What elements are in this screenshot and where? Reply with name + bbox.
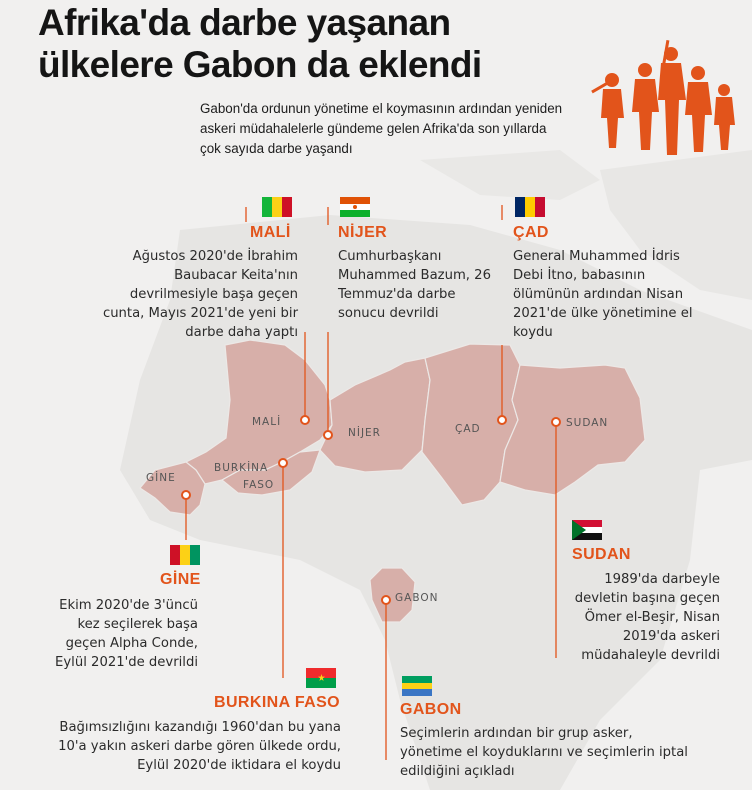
gine-dot [182,491,190,499]
sudan-map-label: SUDAN [566,417,609,429]
burkina-flag-icon [306,668,336,688]
page-title: Afrika'da darbe yaşanan ülkelere Gabon da eklendi [38,2,482,85]
burkina-description: Bağımsızlığını kazandığı 1960'dan bu yana 10'a yakın askeri darbe gören ülkede ordu, Eylül 2020'de iktidara el koydu [58,720,341,773]
cad-dot [498,416,506,424]
mali-dot [301,416,309,424]
nijer-dot [324,431,332,439]
cad-description: General Muhammed İdris Debi İtno, babasının ölümünün ardından Nisan 2021'de ülke yönetimine el koydu [513,249,693,340]
nijer-country-name: NİJER [338,224,388,241]
cad-country-name: ÇAD [513,224,549,241]
cad-flag-icon [515,197,545,217]
gine-country-name: GİNE [160,571,201,588]
burkina-dot [279,459,287,467]
soldiers-silhouette-icon [591,40,735,155]
burkina-map-label-1: BURKİNA [214,462,269,474]
sudan-dot [552,418,560,426]
gine-flag-icon [170,545,200,565]
sudan-description: 1989'da darbeyle devletin başına geçen Ömer el-Beşir, Nisan 2019'da askeri müdahaleyle devrildi [574,572,720,663]
gine-description: Ekim 2020'de 3'üncü kez seçilerek başa geçen Alpha Conde, Eylül 2021'de devrildi [55,598,198,670]
gabon-flag-icon [402,676,432,696]
mali-country-name: MALİ [250,224,291,241]
mali-map-label: MALİ [252,416,282,428]
gabon-description: Seçimlerin ardından bir grup asker, yönetime el koyduklarını ve seçimlerin iptal edildiğini açıkladı [400,726,688,779]
gabon-dot [382,596,390,604]
page-subtitle: Gabon'da ordunun yönetime el koymasının ardından yeniden askeri müdahalelerle gündeme gelen Afrika'da son yıllarda çok sayıda darbe yaşandı [200,101,563,156]
nijer-flag-icon [340,197,370,217]
gabon-map-label: GABON [395,592,439,604]
gabon-country-name: GABON [400,701,462,718]
gine-map-label: GİNE [146,472,176,484]
sudan-country-name: SUDAN [572,546,631,563]
mali-flag-icon [262,197,292,217]
burkina-country-name: BURKINA FASO [214,694,340,711]
sudan-flag-icon [572,520,602,540]
nijer-map-label: NİJER [348,427,381,439]
burkina-map-label-2: FASO [243,479,275,491]
cad-map-label: ÇAD [455,423,481,435]
nijer-description: Cumhurbaşkanı Muhammed Bazum, 26 Temmuz'da darbe sonucu devrildi [338,249,491,321]
mali-description: Ağustos 2020'de İbrahim Baubacar Keita'nın devrilmesiyle başa geçen cunta, Mayıs 2021'de yeni bir darbe daha yaptı [102,249,298,340]
